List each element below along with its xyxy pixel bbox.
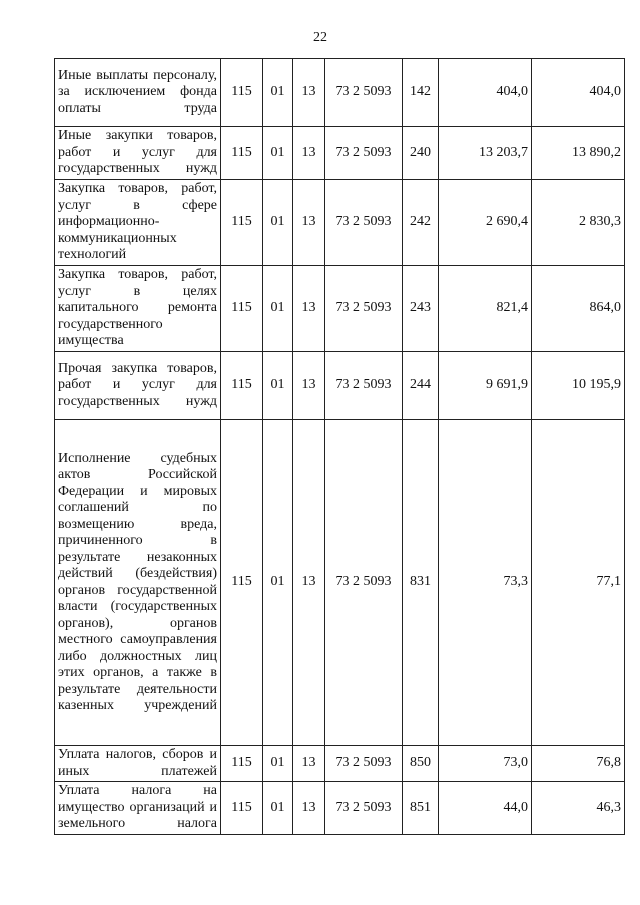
table-row (55, 180, 625, 266)
expense-type: 244 (403, 352, 439, 420)
target-article: 73 2 5093 (325, 180, 403, 266)
target-article: 73 2 5093 (325, 59, 403, 127)
sum-year-1: 2 690,4 (439, 180, 532, 266)
sum-year-2: 46,3 (532, 782, 625, 835)
admin-code: 115 (221, 180, 263, 266)
table-row (55, 352, 625, 420)
expense-type: 242 (403, 180, 439, 266)
expense-type: 142 (403, 59, 439, 127)
table-row (55, 420, 625, 746)
section-code: 01 (263, 127, 293, 180)
sum-year-2: 404,0 (532, 59, 625, 127)
subsection-code: 13 (293, 180, 325, 266)
admin-code: 115 (221, 746, 263, 782)
sum-year-1: 13 203,7 (439, 127, 532, 180)
budget-table (54, 58, 625, 835)
sum-year-1: 821,4 (439, 266, 532, 352)
sum-year-2: 2 830,3 (532, 180, 625, 266)
target-article: 73 2 5093 (325, 266, 403, 352)
admin-code: 115 (221, 59, 263, 127)
expense-type: 851 (403, 782, 439, 835)
subsection-code: 13 (293, 352, 325, 420)
expense-type: 850 (403, 746, 439, 782)
sum-year-2: 76,8 (532, 746, 625, 782)
table-row (55, 266, 625, 352)
section-code: 01 (263, 746, 293, 782)
sum-year-2: 10 195,9 (532, 352, 625, 420)
row-name: Уплата налога на имущество организаций и земельного налога (55, 782, 221, 835)
target-article: 73 2 5093 (325, 782, 403, 835)
row-name: Исполнение судебных актов Российской Федерации и мировых соглашений по возмещению вреда, причиненного в результате незаконных действий (бездействия) органов государственной власти (государственных органов), органов местного самоуправления либо должностных лиц этих органов, а также в результате деятельности казенных учреждений (55, 420, 221, 746)
expense-type: 831 (403, 420, 439, 746)
section-code: 01 (263, 180, 293, 266)
target-article: 73 2 5093 (325, 127, 403, 180)
row-name: Уплата налогов, сборов и иных платежей (55, 746, 221, 782)
admin-code: 115 (221, 782, 263, 835)
sum-year-1: 9 691,9 (439, 352, 532, 420)
admin-code: 115 (221, 127, 263, 180)
sum-year-2: 77,1 (532, 420, 625, 746)
section-code: 01 (263, 266, 293, 352)
section-code: 01 (263, 420, 293, 746)
subsection-code: 13 (293, 266, 325, 352)
subsection-code: 13 (293, 420, 325, 746)
table-row (55, 127, 625, 180)
subsection-code: 13 (293, 746, 325, 782)
section-code: 01 (263, 59, 293, 127)
table-row (55, 59, 625, 127)
target-article: 73 2 5093 (325, 352, 403, 420)
table-row (55, 782, 625, 835)
section-code: 01 (263, 352, 293, 420)
sum-year-1: 73,3 (439, 420, 532, 746)
sum-year-2: 13 890,2 (532, 127, 625, 180)
subsection-code: 13 (293, 127, 325, 180)
admin-code: 115 (221, 420, 263, 746)
row-name: Закупка товаров, работ, услуг в сфере информационно-коммуникационных технологий (55, 180, 221, 266)
page-number: 22 (313, 30, 327, 45)
subsection-code: 13 (293, 59, 325, 127)
expense-type: 240 (403, 127, 439, 180)
row-name: Иные закупки товаров, работ и услуг для государственных нужд (55, 127, 221, 180)
admin-code: 115 (221, 266, 263, 352)
target-article: 73 2 5093 (325, 420, 403, 746)
sum-year-1: 73,0 (439, 746, 532, 782)
row-name: Иные выплаты персоналу, за исключением фонда оплаты труда (55, 59, 221, 127)
row-name: Закупка товаров, работ, услуг в целях капитального ремонта государственного имущества (55, 266, 221, 352)
target-article: 73 2 5093 (325, 746, 403, 782)
table-row (55, 746, 625, 782)
section-code: 01 (263, 782, 293, 835)
expense-type: 243 (403, 266, 439, 352)
sum-year-1: 44,0 (439, 782, 532, 835)
subsection-code: 13 (293, 782, 325, 835)
sum-year-1: 404,0 (439, 59, 532, 127)
admin-code: 115 (221, 352, 263, 420)
row-name: Прочая закупка товаров, работ и услуг для государственных нужд (55, 352, 221, 420)
sum-year-2: 864,0 (532, 266, 625, 352)
